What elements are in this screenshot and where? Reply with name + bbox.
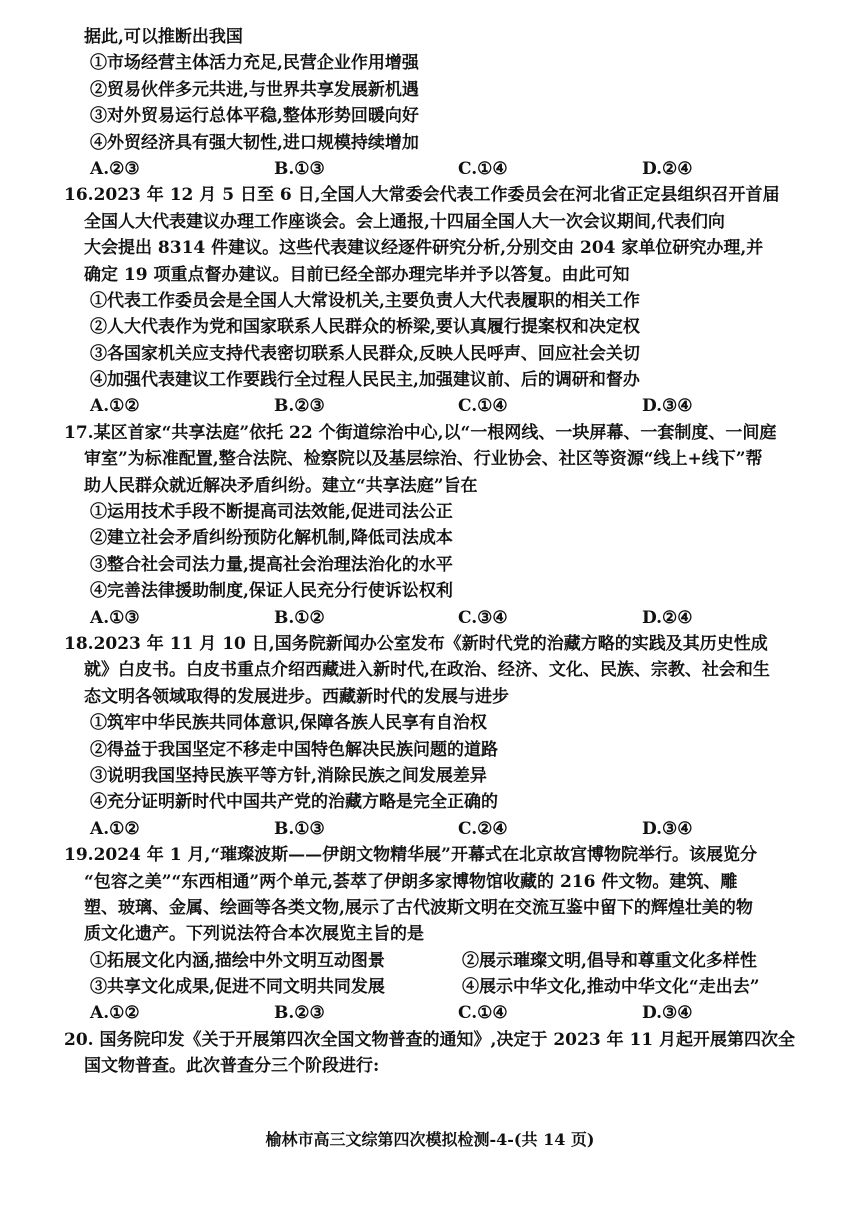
q16-statement-3: ③各国家机关应支持代表密切联系人民群众,反映人民呼声、回应社会关切: [90, 343, 640, 364]
q16-statement-2: ②人大代表作为党和国家联系人民群众的桥梁,要认真履行提案权和决定权: [90, 317, 640, 338]
option-d: D.③④: [642, 1003, 693, 1024]
q19-statements-row-1: [84, 948, 804, 974]
option-a: A.①②: [90, 818, 140, 839]
option-c: C.③④: [458, 607, 508, 628]
q16-line-1: 16.2023 年 12 月 5 日至 6 日,全国人大常委会代表工作委员会在河北省正定县组织召开首届: [64, 185, 780, 206]
option-b: B.①③: [274, 818, 325, 839]
q16-statement-4: ④加强代表建议工作要践行全过程人民民主,加强建议前、后的调研和督办: [90, 370, 640, 391]
q20-line-2: 国文物普查。此次普查分三个阶段进行:: [84, 1056, 380, 1077]
question-content: [64, 24, 804, 1080]
q19-options: [84, 1000, 804, 1026]
option-c: C.①④: [458, 1003, 508, 1024]
page-footer: 榆林市高三文综第四次模拟检测-4-(共 14 页): [265, 1130, 595, 1149]
q15-statement-4: ④外贸经济具有强大韧性,进口规模持续增加: [90, 132, 419, 153]
q18-line-3: 态文明各领域取得的发展进步。西藏新时代的发展与进步: [84, 686, 509, 707]
q16-statement-1: ①代表工作委员会是全国人大常设机关,主要负责人大代表履职的相关工作: [90, 290, 640, 311]
q17-line-2: 审室”为标准配置,整合法院、检察院以及基层综治、行业协会、社区等资源“线上+线下”帮: [84, 449, 763, 470]
option-b: B.②③: [274, 396, 325, 417]
q19-statements-row-2: [84, 974, 804, 1000]
q15-statement-3: ③对外贸易运行总体平稳,整体形势回暖向好: [90, 106, 419, 127]
option-d: D.②④: [642, 607, 693, 628]
q15-statement-2: ②贸易伙伴多元共进,与世界共享发展新机遇: [90, 79, 419, 100]
q16-line-3: 大会提出 8314 件建议。这些代表建议经逐件研究分析,分别交由 204 家单位研究办理,并: [84, 238, 764, 259]
q19-line-4: 质文化遗产。下列说法符合本次展览主旨的是: [84, 924, 424, 945]
q19-statement-3: ③共享文化成果,促进不同文明共同发展: [90, 977, 385, 998]
q17-line-3: 助人民群众就近解决矛盾纠纷。建立“共享法庭”旨在: [84, 475, 478, 496]
q18-statement-3: ③说明我国坚持民族平等方针,消除民族之间发展差异: [90, 765, 487, 786]
option-c: C.①④: [458, 396, 508, 417]
option-b: B.②③: [274, 1003, 325, 1024]
q17-statement-1: ①运用技术手段不断提高司法效能,促进司法公正: [90, 502, 453, 523]
q17-options: [84, 605, 804, 631]
q20-line-1: 20. 国务院印发《关于开展第四次全国文物普查的通知》,决定于 2023 年 11 月起开展第四次全: [64, 1029, 796, 1050]
option-a: A.①③: [90, 607, 140, 628]
option-a: A.①②: [90, 396, 140, 417]
q18-line-2: 就》白皮书。白皮书重点介绍西藏进入新时代,在政治、经济、文化、民族、宗教、社会和生: [84, 660, 770, 681]
q15-stem: 据此,可以推断出我国: [84, 27, 243, 47]
q19-line-1: 19.2024 年 1 月,“璀璨波斯——伊朗文物精华展”开幕式在北京故宫博物院举行。该展览分: [64, 845, 757, 866]
q19-line-2: “包容之美”“东西相通”两个单元,荟萃了伊朗多家博物馆收藏的 216 件文物。建筑、雕: [84, 871, 738, 892]
option-b: B.①②: [274, 607, 325, 628]
option-d: D.③④: [642, 396, 693, 417]
option-c: C.②④: [458, 818, 508, 839]
q18-statement-2: ②得益于我国坚定不移走中国特色解决民族问题的道路: [90, 739, 498, 760]
q19-line-3: 塑、玻璃、金属、绘画等各类文物,展示了古代波斯文明在交流互鉴中留下的辉煌壮美的物: [84, 897, 753, 918]
q18-statement-1: ①筑牢中华民族共同体意识,保障各族人民享有自治权: [90, 713, 487, 734]
q15-options: [84, 156, 804, 182]
option-d: D.②④: [642, 158, 693, 179]
option-a: A.①②: [90, 1003, 140, 1024]
option-c: C.①④: [458, 158, 508, 179]
q17-statement-2: ②建立社会矛盾纠纷预防化解机制,降低司法成本: [90, 528, 453, 549]
q16-line-2: 全国人大代表建议办理工作座谈会。会上通报,十四届全国人大一次会议期间,代表们向: [84, 211, 725, 232]
q17-statement-4: ④完善法律援助制度,保证人民充分行使诉讼权利: [90, 581, 453, 602]
q17-line-1: 17.某区首家“共享法庭”依托 22 个街道综治中心,以“一根网线、一块屏幕、一套制度、一间庭: [64, 422, 777, 443]
q17-statement-3: ③整合社会司法力量,提高社会治理法治化的水平: [90, 554, 453, 575]
q18-options: [84, 816, 804, 842]
q15-statement-1: ①市场经营主体活力充足,民营企业作用增强: [90, 53, 419, 74]
q19-statement-4: ④展示中华文化,推动中华文化“走出去”: [462, 977, 760, 998]
option-a: A.②③: [90, 158, 140, 179]
q19-statement-1: ①拓展文化内涵,描绘中外文明互动图景: [90, 950, 385, 971]
option-b: B.①③: [274, 158, 325, 179]
q18-statement-4: ④充分证明新时代中国共产党的治藏方略是完全正确的: [90, 792, 498, 813]
q19-statement-2: ②展示璀璨文明,倡导和尊重文化多样性: [462, 950, 757, 971]
q16-line-4: 确定 19 项重点督办建议。目前已经全部办理完毕并予以答复。由此可知: [84, 264, 630, 285]
q18-line-1: 18.2023 年 11 月 10 日,国务院新闻办公室发布《新时代党的治藏方略的实践及其历史性成: [64, 633, 768, 654]
option-d: D.③④: [642, 818, 693, 839]
q16-options: [84, 393, 804, 419]
